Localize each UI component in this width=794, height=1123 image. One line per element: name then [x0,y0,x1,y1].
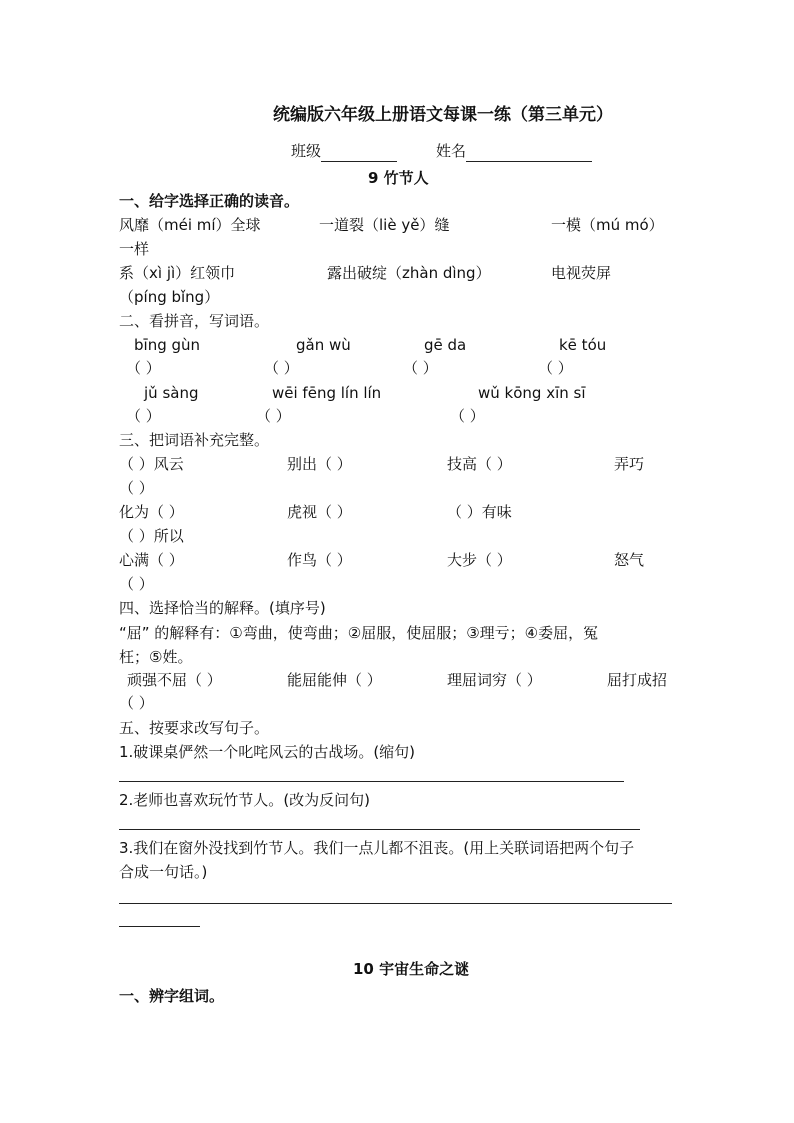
pinyin-choice-item[interactable]: 一道裂（liè yě）缝 [319,216,450,234]
idiom-blank[interactable]: 作鸟（ ） [287,551,352,569]
idiom-blank[interactable]: （ ）所以 [119,527,184,545]
pinyin-choice-item-cont: 一样 [119,240,150,258]
idiom-blank[interactable]: （ ）风云 [119,455,184,473]
pinyin-choice-item[interactable]: 一模（mú mó） [551,216,664,234]
idiom-blank-cont[interactable]: （ ） [119,575,154,593]
rewrite-question-1: 1.破课桌俨然一个叱咤风云的古战场。(缩句) [119,743,416,761]
answer-box[interactable]: （ ） [403,359,438,377]
definition-list-cont: 枉；⑤姓。 [119,648,193,666]
meaning-blank-cont[interactable]: （ ） [119,694,154,712]
pinyin-prompt: kē tóu [559,336,607,354]
page-title: 统编版六年级上册语文每课一练（第三单元） [273,105,613,125]
pinyin-prompt: gǎn wù [296,336,351,354]
idiom-blank[interactable]: 虎视（ ） [287,503,352,521]
lesson-9-heading: 9 竹节人 [368,169,429,187]
answer-line[interactable] [119,903,672,904]
pinyin-prompt: bīng gùn [134,336,201,354]
section-3-title: 三、把词语补充完整。 [119,431,270,449]
idiom-blank[interactable]: 怒气 [614,551,645,569]
section-2-title: 二、看拼音，写词语。 [119,312,270,330]
pinyin-prompt: wǔ kōng xīn sī [478,384,586,402]
pinyin-prompt: wēi fēng lín lín [272,384,382,402]
pinyin-prompt: gē da [424,336,467,354]
idiom-blank[interactable]: 大步（ ） [447,551,512,569]
idiom-blank[interactable]: 化为（ ） [119,503,184,521]
class-field[interactable] [291,140,397,162]
name-blank[interactable] [466,145,592,162]
lesson-10-heading: 10 宇宙生命之谜 [353,960,470,978]
answer-box[interactable]: （ ） [126,407,161,425]
meaning-blank[interactable]: 屈打成招 [607,671,668,689]
idiom-blank[interactable]: 心满（ ） [119,551,184,569]
section-5-title: 五、按要求改写句子。 [119,719,270,737]
answer-line[interactable] [119,829,640,830]
answer-box[interactable]: （ ） [256,407,291,425]
idiom-blank-cont[interactable]: （ ） [119,479,154,497]
meaning-blank[interactable]: 顽强不屈（ ） [127,671,222,689]
pinyin-choice-item[interactable]: 系（xì jì）红领巾 [119,264,236,282]
answer-line[interactable] [119,781,624,782]
rewrite-question-3-cont: 合成一句话。) [119,863,208,881]
answer-box[interactable]: （ ） [538,359,573,377]
idiom-blank[interactable]: 别出（ ） [287,455,352,473]
answer-box[interactable]: （ ） [126,359,161,377]
pinyin-choice-item[interactable]: 风靡（méi mí）全球 [119,216,261,234]
pinyin-choice-item[interactable]: 电视荧屏 [551,264,612,282]
class-label: 班级 [291,142,322,160]
rewrite-question-3: 3.我们在窗外没找到竹节人。我们一点儿都不沮丧。(用上关联词语把两个句子 [119,839,635,857]
rewrite-question-2: 2.老师也喜欢玩竹节人。(改为反问句) [119,791,371,809]
section-4-title: 四、选择恰当的解释。(填序号) [119,599,326,617]
idiom-blank[interactable]: 技高（ ） [447,455,512,473]
name-field[interactable] [436,140,592,162]
answer-box[interactable]: （ ） [450,407,485,425]
idiom-blank[interactable]: 弄巧 [614,455,645,473]
name-label: 姓名 [436,142,467,160]
answer-box[interactable]: （ ） [264,359,299,377]
lesson-10-section-1-title: 一、辨字组词。 [119,987,225,1005]
pinyin-prompt: jǔ sàng [144,384,199,402]
pinyin-choice-item[interactable]: 露出破绽（zhàn dìng） [327,264,491,282]
definition-list: “屈” 的解释有：①弯曲，使弯曲；②屈服，使屈服；③理亏；④委屈，冤 [119,624,599,642]
pinyin-choice-item-cont: （píng bǐng） [119,288,220,306]
idiom-blank[interactable]: （ ）有味 [447,503,512,521]
section-1-title: 一、给字选择正确的读音。 [119,192,300,210]
meaning-blank[interactable]: 能屈能伸（ ） [287,671,382,689]
answer-line[interactable] [119,926,200,927]
meaning-blank[interactable]: 理屈词穷（ ） [447,671,542,689]
class-blank[interactable] [321,145,397,162]
